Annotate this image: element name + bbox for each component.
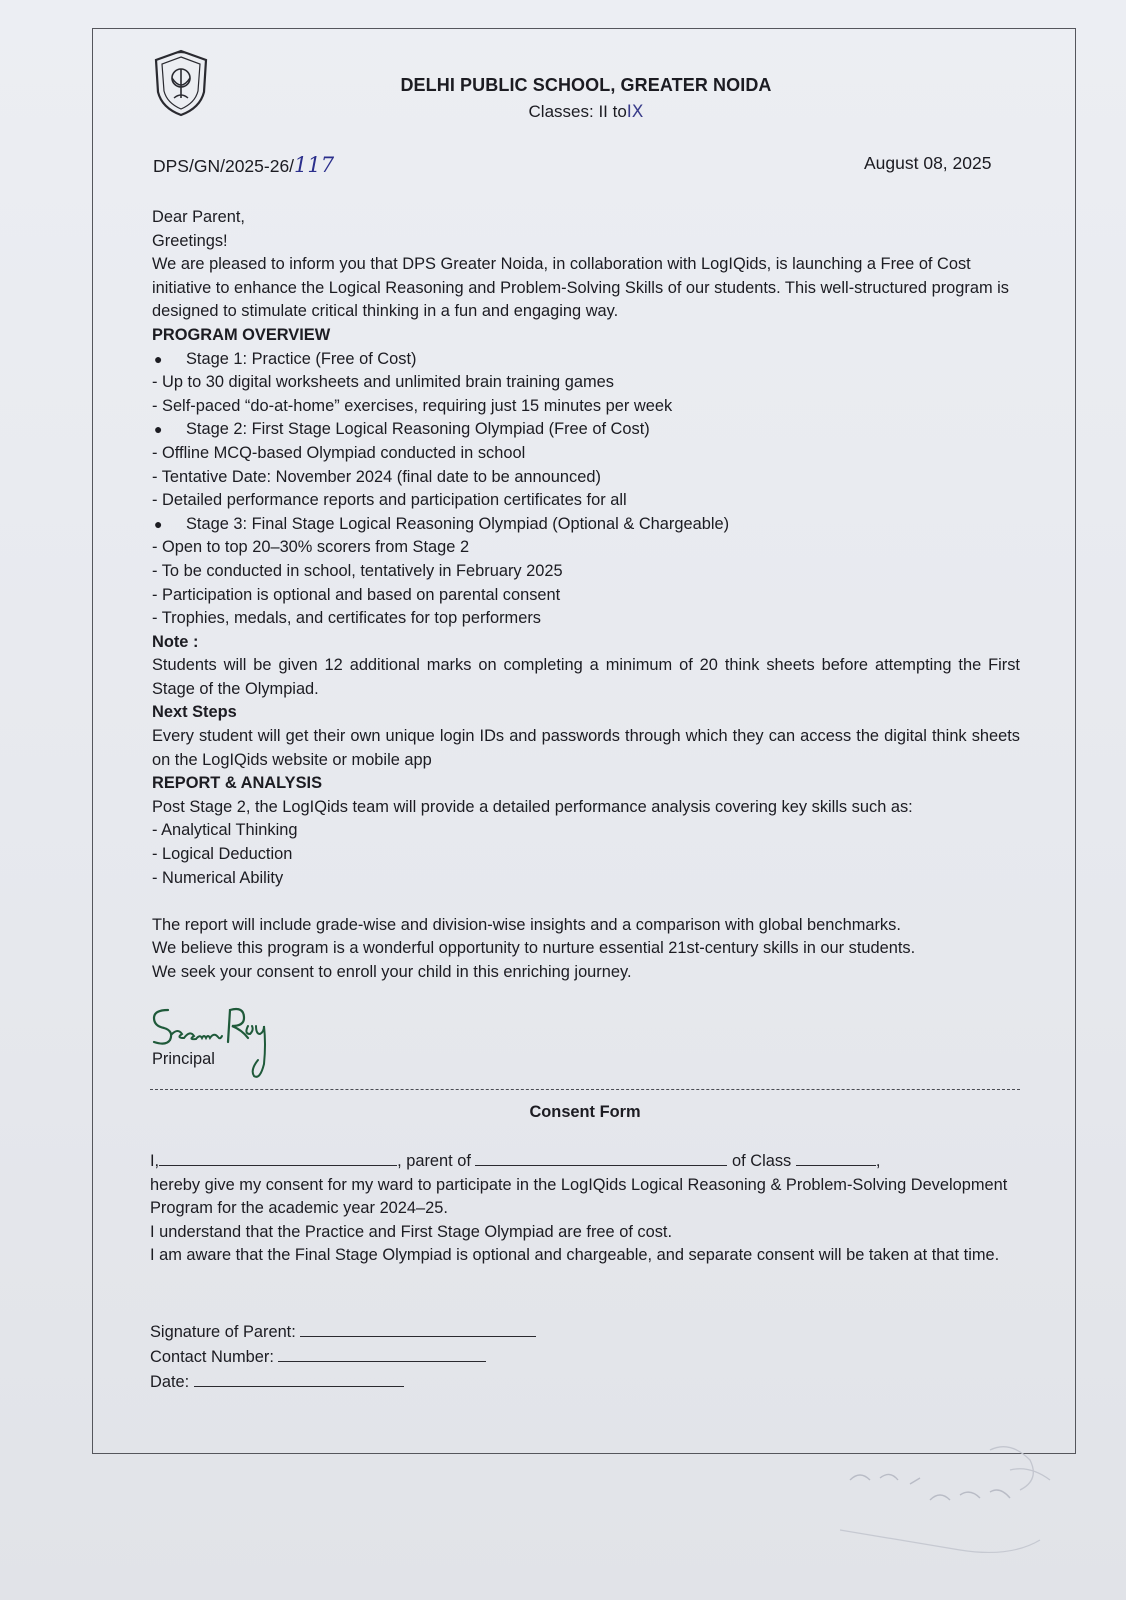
reference-number: [153, 153, 334, 177]
stage-2-title: Stage 2: First Stage Logical Reasoning Olympiad (Free of Cost): [186, 420, 650, 439]
consent-form: [150, 1150, 1020, 1268]
parent-of-label: , parent of: [397, 1152, 471, 1170]
date-field[interactable]: [194, 1372, 404, 1387]
letter-body: [152, 206, 1020, 985]
list-item: - Self-paced “do-at-home” exercises, requiring just 15 minutes per week: [152, 396, 673, 415]
consent-paragraph: I understand that the Practice and First Stage Olympiad are free of cost.: [150, 1222, 673, 1241]
list-item: - Tentative Date: November 2024 (final date to be announced): [152, 467, 601, 486]
note-heading: Note :: [152, 632, 199, 651]
list-item: - Up to 30 digital worksheets and unlimited brain training games: [152, 373, 614, 392]
school-name: DELHI PUBLIC SCHOOL, GREATER NOIDA: [400, 75, 772, 95]
signature-label: Signature of Parent:: [150, 1323, 296, 1341]
list-item: - Numerical Ability: [152, 868, 284, 887]
date-label: Date:: [150, 1373, 190, 1391]
consent-title: Consent Form: [529, 1103, 641, 1121]
consent-fill-line: [150, 1150, 1020, 1174]
program-heading: PROGRAM OVERVIEW: [152, 325, 331, 344]
classes-handwritten: IX: [626, 102, 644, 122]
contact-label: Contact Number:: [150, 1348, 274, 1366]
of-class-label: of Class: [732, 1152, 792, 1170]
list-item: - Trophies, medals, and certificates for top performers: [152, 609, 541, 628]
cut-line: [150, 1089, 1020, 1090]
next-steps-heading: Next Steps: [152, 703, 237, 722]
list-item: - To be conducted in school, tentatively in February 2025: [152, 561, 563, 580]
report-text: Post Stage 2, the LogIQids team will provide a detailed performance analysis covering key skills such as:: [152, 797, 913, 816]
closing-line: The report will include grade-wise and division-wise insights and a comparison with global benchmarks.: [152, 915, 901, 934]
ward-name-field[interactable]: [475, 1151, 727, 1166]
list-item: - Open to top 20–30% scorers from Stage 2: [152, 538, 470, 557]
parent-name-field[interactable]: [159, 1151, 397, 1166]
bullet-icon: ●: [154, 350, 163, 367]
principal-signature: [148, 1004, 278, 1086]
signature-field-row: [150, 1320, 536, 1345]
school-emblem-icon: [150, 48, 212, 118]
bullet-icon: ●: [154, 421, 163, 438]
reference-printed: DPS/GN/2025-26/: [153, 156, 295, 176]
comma: ,: [875, 1152, 881, 1170]
closing-line: We believe this program is a wonderful opportunity to nurture essential 21st-century skills in our students.: [152, 939, 916, 958]
stage-1-title: Stage 1: Practice (Free of Cost): [186, 349, 417, 368]
stage-2: [152, 418, 1020, 442]
list-item: - Logical Deduction: [152, 845, 293, 864]
closing-line: We seek your consent to enroll your child in this enriching journey.: [152, 963, 632, 981]
list-item: - Offline MCQ-based Olympiad conducted in school: [152, 443, 526, 462]
note-text: Students will be given 12 additional marks on completing a minimum of 20 think sheets before attempting the First Stage of the Olympiad.: [152, 656, 1020, 698]
consent-paragraph: I am aware that the Final Stage Olympiad is optional and chargeable, and separate consent will be taken at that time.: [150, 1246, 1000, 1265]
stage-1: [152, 348, 1020, 372]
list-item: - Participation is optional and based on parental consent: [152, 585, 561, 604]
greeting: Greetings!: [152, 231, 228, 250]
reference-handwritten: 117: [294, 153, 335, 177]
intro-paragraph: We are pleased to inform you that DPS Greater Noida, in collaboration with LogIQids, is launching a Free of Cost initiative to enhance the Logical Reasoning and Problem-Solving Skills of our students. This well-structured program is designed to stimulate critical thinking in a fun and engaging way.: [152, 255, 1010, 321]
consent-paragraph: hereby give my consent for my ward to participate in the LogIQids Logical Reasoning & Problem-Solving Development Program for the academic year 2024–25.: [150, 1175, 1008, 1218]
faint-pencil-marks: [840, 1440, 1060, 1560]
date-field-row: [150, 1370, 536, 1395]
report-heading: REPORT & ANALYSIS: [152, 774, 323, 793]
consent-fields: [150, 1320, 536, 1395]
stage-3-title: Stage 3: Final Stage Logical Reasoning Olympiad (Optional & Chargeable): [186, 514, 730, 533]
class-field[interactable]: [796, 1151, 876, 1166]
stage-3: [152, 513, 1020, 537]
salutation: Dear Parent,: [152, 208, 245, 226]
parent-signature-field[interactable]: [300, 1322, 536, 1337]
letter-date: August 08, 2025: [864, 153, 992, 173]
consent-i-label: I,: [150, 1152, 160, 1170]
classes-label: Classes: II to: [528, 102, 627, 121]
contact-field-row: [150, 1345, 536, 1370]
contact-number-field[interactable]: [278, 1347, 486, 1362]
signatory-title: Principal: [152, 1050, 215, 1068]
classes-line: [300, 102, 872, 122]
next-steps-text: Every student will get their own unique login IDs and passwords through which they can access the digital think sheets on the LogIQids website or mobile app: [152, 727, 1020, 769]
list-item: - Analytical Thinking: [152, 821, 298, 840]
list-item: - Detailed performance reports and participation certificates for all: [152, 491, 627, 510]
bullet-icon: ●: [154, 515, 163, 532]
